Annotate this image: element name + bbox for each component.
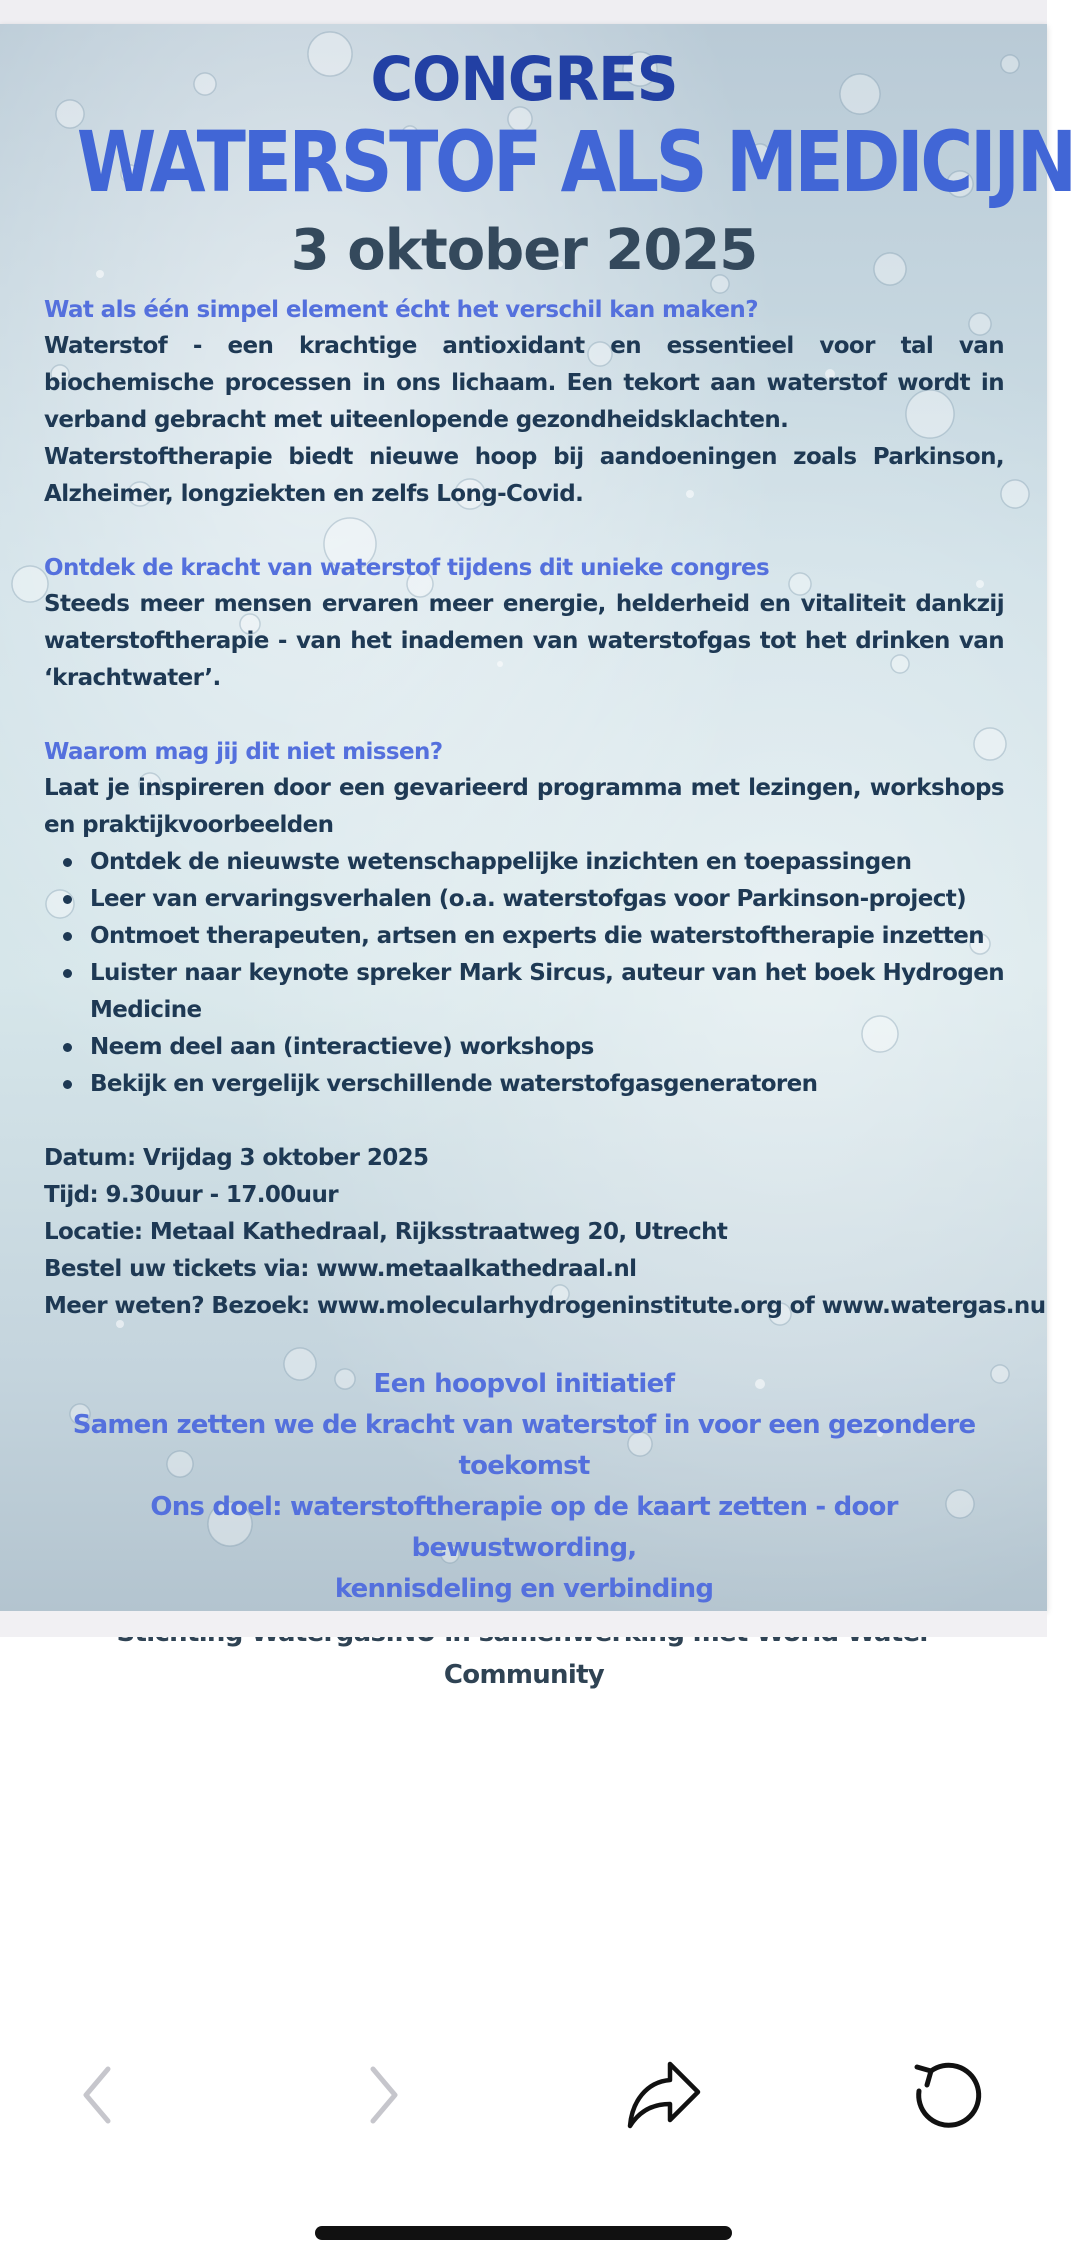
bullet-dot-icon	[63, 895, 72, 904]
share-arrow-icon	[624, 2058, 704, 2132]
bullet-item	[90, 918, 1004, 955]
bullet-text: Bekijk en vergelijk verschillende waterstofgasgeneratoren	[90, 1071, 818, 1097]
heading-title: WATERSTOF ALS MEDICIJN	[76, 113, 1074, 211]
share-button[interactable]	[614, 2040, 714, 2150]
bullet-item	[90, 844, 1004, 881]
poster-content	[44, 24, 1074, 1696]
back-button[interactable]	[48, 2040, 148, 2150]
reload-icon	[909, 2057, 985, 2133]
intro-question: Wat als één simpel element écht het verschil kan maken?	[44, 297, 758, 323]
spacer	[44, 513, 1004, 550]
closing-line-2b: kennisdeling en verbinding	[334, 1574, 714, 1604]
event-poster	[0, 24, 1074, 1690]
bullet-item	[90, 1066, 1004, 1103]
why-heading: Waarom mag jij dit niet missen?	[44, 739, 443, 765]
spacer	[44, 1103, 1004, 1140]
intro-paragraph-2: Waterstoftherapie biedt nieuwe hoop bij aandoeningen zoals Parkinson, Alzheimer, longziekten en zelfs Long-Covid.	[44, 444, 1004, 507]
event-date: Datum: Vrijdag 3 oktober 2025	[44, 1145, 429, 1171]
bullet-item	[90, 881, 1004, 918]
bullet-dot-icon	[63, 1080, 72, 1089]
closing-block	[44, 1363, 1004, 1696]
closing-line-1: Samen zetten we de kracht van waterstof in voor een gezondere toekomst	[72, 1410, 976, 1481]
chevron-right-icon	[361, 2063, 405, 2127]
closing-title: Een hoopvol initiatief	[373, 1369, 675, 1399]
bullet-item	[90, 1029, 1004, 1066]
program-bullet-list	[44, 844, 1004, 1103]
more-info: Meer weten? Bezoek: www.molecularhydrogeninstitute.org of www.watergas.nu	[44, 1293, 1046, 1319]
home-indicator[interactable]	[315, 2226, 732, 2240]
browser-toolbar	[0, 2040, 1047, 2150]
bullet-dot-icon	[63, 1043, 72, 1052]
bullet-item	[90, 955, 1004, 1029]
event-location: Locatie: Metaal Kathedraal, Rijksstraatweg 20, Utrecht	[44, 1219, 728, 1245]
bullet-dot-icon	[63, 932, 72, 941]
forward-button[interactable]	[333, 2040, 433, 2150]
bullet-text: Neem deel aan (interactieve) workshops	[90, 1034, 594, 1060]
spacer	[44, 697, 1004, 734]
bullet-text: Luister naar keynote spreker Mark Sircus, auteur van het boek Hydrogen Medicine	[90, 960, 1004, 1023]
chevron-left-icon	[76, 2063, 120, 2127]
below-strip	[0, 1611, 1047, 1637]
organizer-signature: Community	[443, 1660, 605, 1690]
bullet-text: Leer van ervaringsverhalen (o.a. waterstofgas voor Parkinson-project)	[90, 886, 967, 912]
intro-paragraph-1: Waterstof - een krachtige antioxidant en essentieel voor tal van biochemische processen in ons lichaam. Een tekort aan waterstof wordt in verband gebracht met uiteenlopende gezondheidsklachten.	[44, 333, 1004, 433]
why-paragraph: Laat je inspireren door een gevarieerd programma met lezingen, workshops en praktijkvoorbeelden	[44, 775, 1004, 838]
heading-date: 3 oktober 2025	[290, 218, 758, 283]
ticket-info: Bestel uw tickets via: www.metaalkathedraal.nl	[44, 1256, 637, 1282]
bullet-dot-icon	[63, 858, 72, 867]
discover-paragraph: Steeds meer mensen ervaren meer energie, helderheid en vitaliteit dankzij waterstoftherapie - van het inademen van waterstofgas tot het drinken van ‘krachtwater’.	[44, 591, 1004, 691]
bullet-text: Ontdek de nieuwste wetenschappelijke inzichten en toepassingen	[90, 849, 912, 875]
discover-heading: Ontdek de kracht van waterstof tijdens dit unieke congres	[44, 555, 770, 581]
reload-button[interactable]	[897, 2040, 997, 2150]
bullet-text: Ontmoet therapeuten, artsen en experts die waterstoftherapie inzetten	[90, 923, 985, 949]
bullet-dot-icon	[63, 969, 72, 978]
event-time: Tijd: 9.30uur - 17.00uur	[44, 1182, 338, 1208]
top-strip	[0, 0, 1047, 24]
closing-line-2a: Ons doel: waterstoftherapie op de kaart zetten - door bewustwording,	[150, 1492, 898, 1563]
heading-congres: CONGRES	[370, 43, 678, 115]
